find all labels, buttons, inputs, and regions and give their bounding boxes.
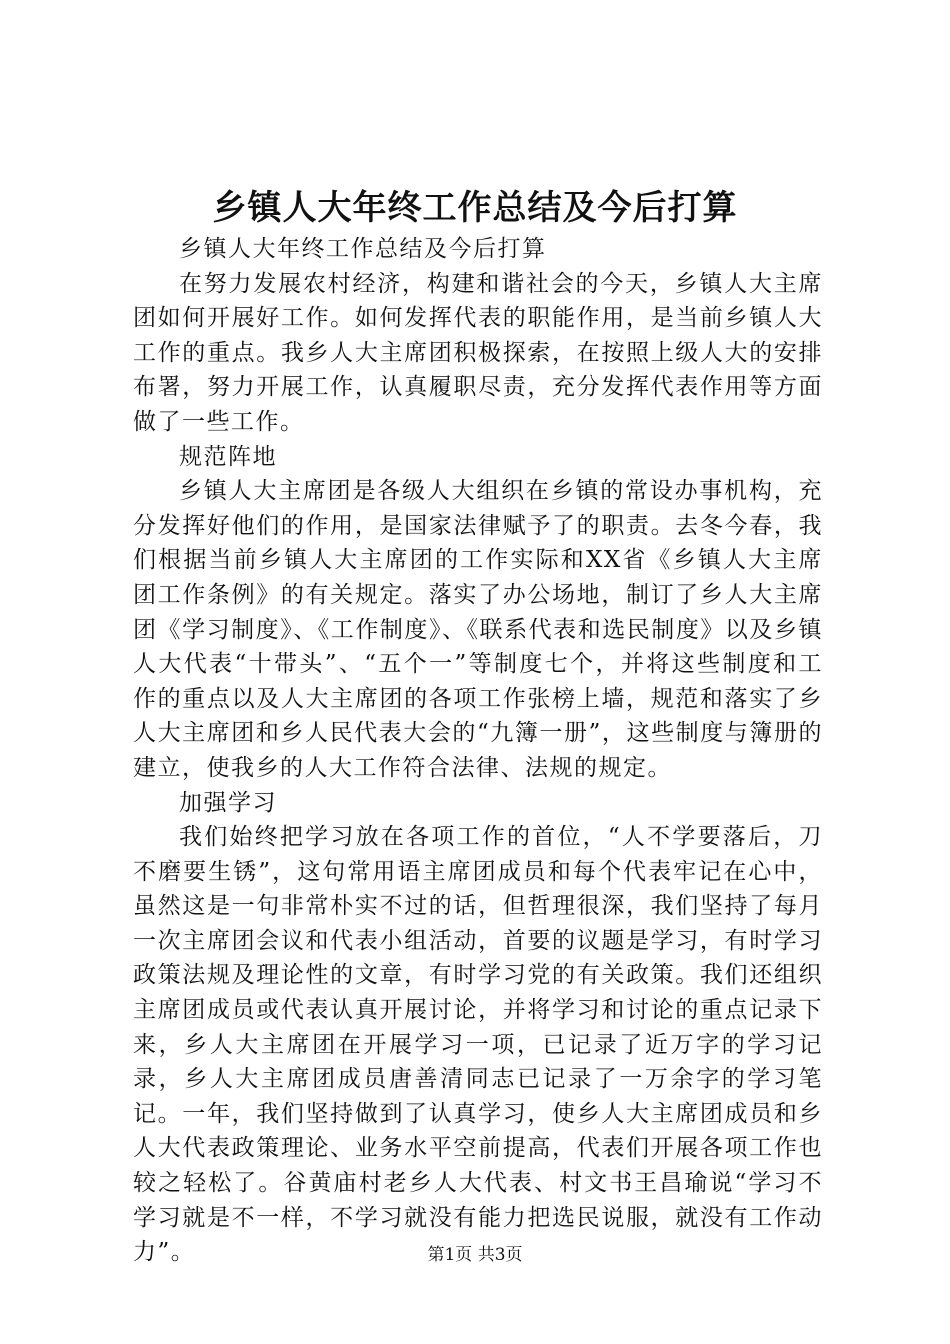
standardize-paragraph: 乡镇人大主席团是各级人大组织在乡镇的常设办事机构，充分发挥好他们的作用，是国家法律赋予了的职责。去冬今春，我们根据当前乡镇人大主席团的工作实际和XX省《乡镇人大主席团工作条例》的有关规定。落实了办公场地，制订了乡人大主席团《学习制度》、《工作制度》、《联系代表和选民制度》以及乡镇人大代表“十带头”、“五个一”等制度七个，并将这些制度和工作的重点以及人大主席团的各项工作张榜上墙，规范和落实了乡人大主席团和乡人民代表大会的“九簿一册”，这些制度与簿册的建立，使我乡的人大工作符合法律、法规的规定。 — [133, 478, 823, 781]
subtitle-paragraph: 乡镇人大年终工作总结及今后打算 — [179, 236, 547, 262]
page-footer: 第1页 共3页 — [427, 1245, 523, 1265]
document-body — [133, 232, 823, 1270]
section-heading-study: 加强学习 — [179, 789, 277, 816]
document-title: 乡镇人大年终工作总结及今后打算 — [212, 188, 738, 228]
study-paragraph: 我们始终把学习放在各项工作的首位，“人不学要落后，刀不磨要生锈”，这句常用语主席团成员和每个代表牢记在心中，虽然这是一句非常朴实不过的话，但哲理很深，我们坚持了每月一次主席团会议和代表小组活动，首要的议题是学习，有时学习政策法规及理论性的文章，有时学习党的有关政策。我们还组织主席团成员或代表认真开展讨论，并将学习和讨论的重点记录下来，乡人大主席团在开展学习一项，已记录了近万字的学习记录，乡人大主席团成员唐善清同志已记录了一万余字的学习笔记。一年，我们坚持做到了认真学习，使乡人大主席团成员和乡人大代表政策理论、业务水平空前提高，代表们开展各项工作也较之轻松了。谷黄庙村老乡人大代表、村文书王昌瑜说“学习不学习就是不一样，不学习就没有能力把选民说服，就没有工作动力”。 — [133, 824, 823, 1266]
section-heading-standardize: 规范阵地 — [179, 443, 277, 470]
intro-paragraph: 在努力发展农村经济，构建和谐社会的今天，乡镇人大主席团如何开展好工作。如何发挥代表的职能作用，是当前乡镇人大工作的重点。我乡人大主席团积极探索，在按照上级人大的安排布署，努力开展工作，认真履职尽责，充分发挥代表作用等方面做了一些工作。 — [133, 270, 823, 435]
